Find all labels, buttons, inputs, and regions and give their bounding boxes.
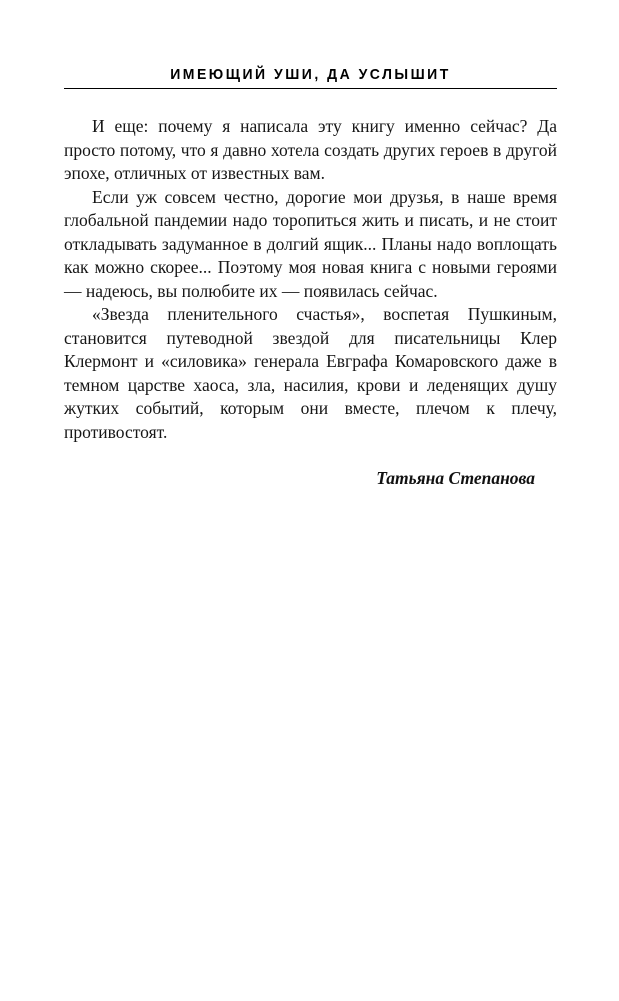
paragraph: «Звезда пленительного счастья», воспетая Пушкиным, становится путеводной звездой для писательницы Клер Клермонт и «силовика» генерала Евграфа Комаровского даже в темном царстве хаоса, зла, насилия, крови и леденящих душу жутких событий, которым они вместе, плечом к плечу, противостоят. (64, 304, 557, 442)
body-text (64, 115, 557, 444)
header-divider (64, 88, 557, 89)
paragraph: Если уж совсем честно, дорогие мои друзья, в наше время глобальной пандемии надо торопиться жить и писать, и не стоит откладывать задуманное в долгий ящик... Планы надо воплощать как можно скорее... Поэтому моя новая книга с новыми героями — надеюсь, вы полюбите их — появилась сейчас. (64, 186, 557, 301)
paragraph: И еще: почему я написала эту книгу именно сейчас? Да просто потому, что я давно хотела создать других героев в другой эпохе, отличных от известных вам. (64, 116, 557, 183)
author-signature: Татьяна Степанова (376, 468, 535, 488)
running-header: ИМЕЮЩИЙ УШИ, ДА УСЛЫШИТ (170, 65, 451, 83)
